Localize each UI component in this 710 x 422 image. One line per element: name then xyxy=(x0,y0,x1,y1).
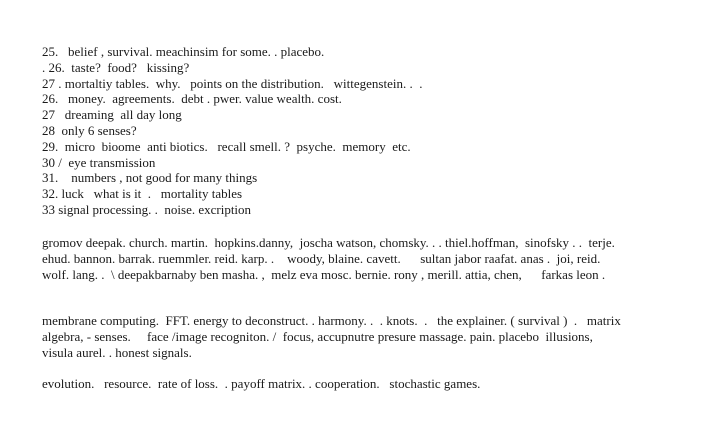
note-line: 30 / eye transmission xyxy=(42,154,156,170)
names-line: ehud. bannon. barrak. ruemmler. reid. karp. . woody, blaine. cavett. sultan jabor raafat. anas . joi, reid. xyxy=(42,250,601,266)
names-paragraph xyxy=(42,235,682,282)
note-line: 32. luck what is it . mortality tables xyxy=(42,186,243,202)
membrane-line: membrane computing. FFT. energy to deconstruct. . harmony. . . knots. . the explainer. ( survival ) . matrix xyxy=(42,313,621,328)
note-line: 29. micro bioome anti biotics. recall smell. ? psyche. memory etc. xyxy=(42,138,411,154)
note-line: 25. belief , survival. meachinsim for some. . placebo. xyxy=(42,44,325,59)
evolution-paragraph xyxy=(42,376,682,392)
evolution-line: evolution. resource. rate of loss. . payoff matrix. . cooperation. stochastic games. xyxy=(42,376,481,391)
note-line: 28 only 6 senses? xyxy=(42,122,137,138)
note-line: 26. money. agreements. debt . pwer. value wealth. cost. xyxy=(42,91,342,107)
numbered-notes-list xyxy=(42,44,682,218)
membrane-line: visula aurel. . honest signals. xyxy=(42,344,192,360)
note-line: . 26. taste? food? kissing? xyxy=(42,59,190,75)
names-line: gromov deepak. church. martin. hopkins.danny, joscha watson, chomsky. . . thiel.hoffman, sinofsky . . terje. xyxy=(42,235,615,250)
names-line: wolf. lang. . \ deepakbarnaby ben masha. , melz eva mosc. bernie. rony , merill. attia, chen, farkas leon . xyxy=(42,266,606,282)
note-line: 27 dreaming all day long xyxy=(42,107,182,123)
membrane-paragraph xyxy=(42,313,682,360)
note-line: 31. numbers , not good for many things xyxy=(42,170,258,186)
note-line: 33 signal processing. . noise. excription xyxy=(42,201,252,217)
membrane-line: algebra, - senses. face /image recogniton. / focus, accupnutre presure massage. pain. placebo illusions, xyxy=(42,328,593,344)
note-line: 27 . mortaltiy tables. why. points on the distribution. wittegenstein. . . xyxy=(42,75,423,91)
